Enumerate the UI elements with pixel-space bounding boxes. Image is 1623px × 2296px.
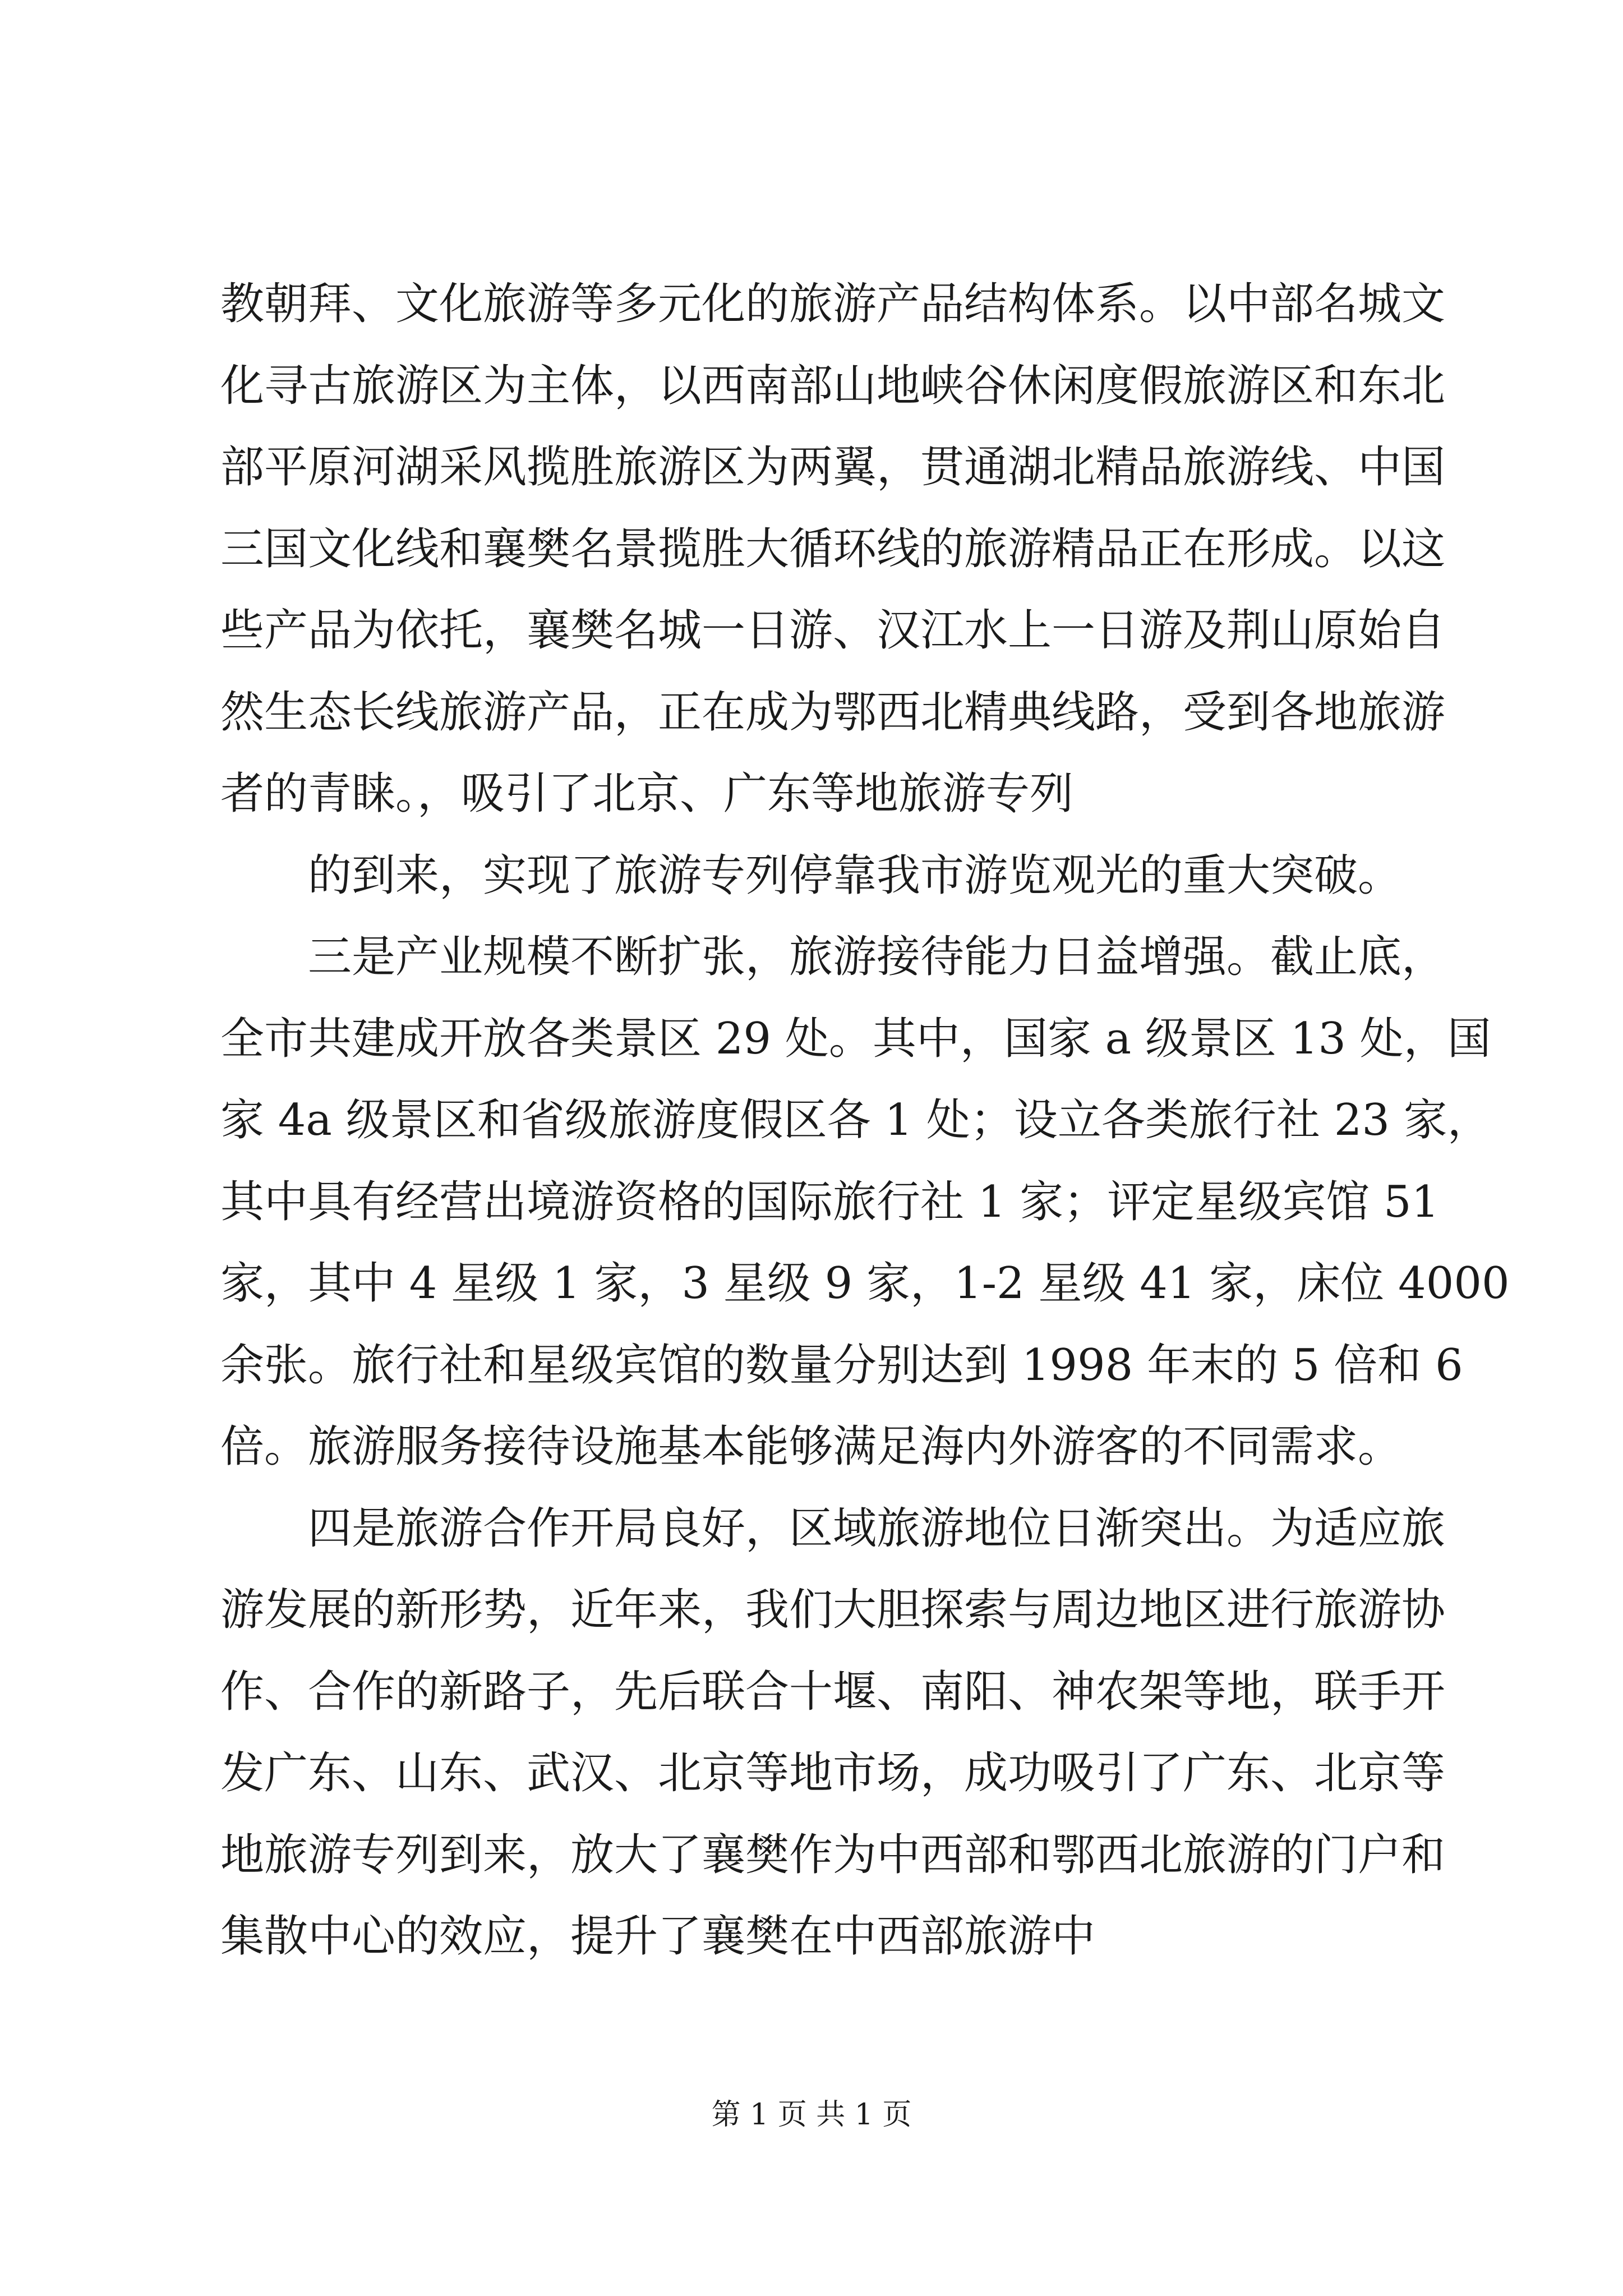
text-line: 余张。旅行社和星级宾馆的数量分别达到 1998 年末的 5 倍和 6 <box>220 1340 1463 1391</box>
text-line: 四是旅游合作开局良好，区域旅游地位日渐突出。为适应旅 <box>308 1503 1446 1554</box>
text-line: 全市共建成开放各类景区 29 处。其中，国家 a 级景区 13 处，国 <box>220 1013 1491 1064</box>
text-line: 作、合作的新路子，先后联合十堰、南阳、神农架等地，联手开 <box>220 1666 1446 1717</box>
text-line: 然生态长线旅游产品，正在成为鄂西北精典线路，受到各地旅游 <box>220 687 1446 738</box>
text-line: 游发展的新形势，近年来，我们大胆探索与周边地区进行旅游协 <box>220 1585 1446 1635</box>
text-line: 者的青睐。，吸引了北京、广东等地旅游专列 <box>220 769 1074 819</box>
text-line: 发广东、山东、武汉、北京等地市场，成功吸引了广东、北京等 <box>220 1748 1446 1798</box>
page-footer <box>0 2095 1623 2134</box>
text-line: 其中具有经营出境游资格的国际旅行社 1 家；评定星级宾馆 51 <box>220 1176 1440 1227</box>
text-line: 三是产业规模不断扩张，旅游接待能力日益增强。截止底， <box>308 932 1446 982</box>
text-line: 教朝拜、文化旅游等多元化的旅游产品结构体系。以中部名城文 <box>220 279 1446 329</box>
text-line: 化寻古旅游区为主体，以西南部山地峡谷休闲度假旅游区和东北 <box>220 360 1446 411</box>
text-line: 集散中心的效应，提升了襄樊在中西部旅游中 <box>220 1911 1096 1962</box>
text-line: 地旅游专列到来，放大了襄樊作为中西部和鄂西北旅游的门户和 <box>220 1829 1446 1880</box>
page-number: 第 1 页 共 1 页 <box>711 2098 912 2132</box>
text-line: 家 4a 级景区和省级旅游度假区各 1 处；设立各类旅行社 23 家， <box>220 1095 1491 1145</box>
text-line: 家，其中 4 星级 1 家，3 星级 9 家，1-2 星级 41 家，床位 4000 <box>220 1258 1510 1309</box>
document-body <box>220 264 1510 1978</box>
text-line: 些产品为依托，襄樊名城一日游、汉江水上一日游及荆山原始自 <box>220 605 1446 656</box>
text-line: 部平原河湖采风揽胜旅游区为两翼，贯通湖北精品旅游线、中国 <box>220 442 1446 493</box>
text-line: 三国文化线和襄樊名景揽胜大循环线的旅游精品正在形成。以这 <box>220 523 1446 574</box>
text-line: 的到来，实现了旅游专列停靠我市游览观光的重大突破。 <box>308 850 1402 901</box>
text-line: 倍。旅游服务接待设施基本能够满足海内外游客的不同需求。 <box>220 1421 1402 1472</box>
